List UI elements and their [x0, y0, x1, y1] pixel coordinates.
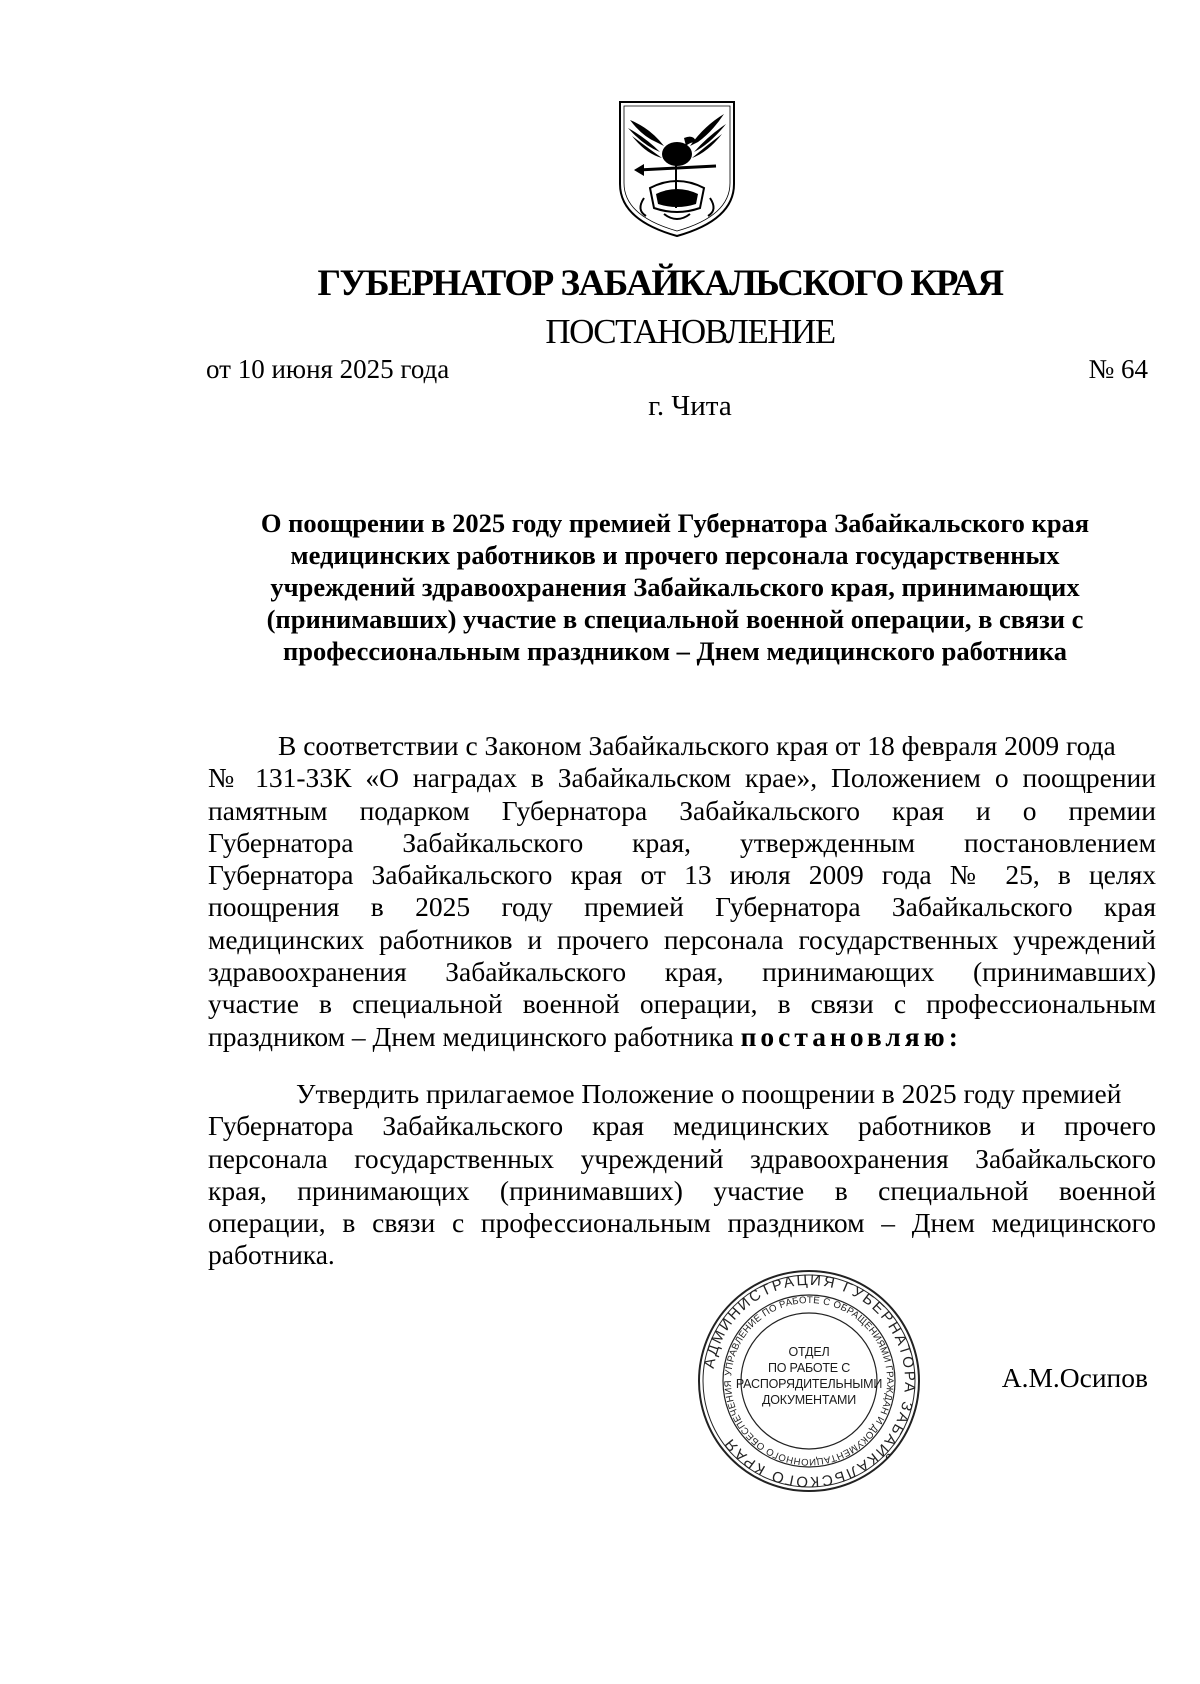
resolution-line: работника. [208, 1239, 335, 1271]
title-line: (принимавших) участие в специальной военной операции, в связи с [266, 604, 1084, 634]
document-title [210, 507, 1140, 667]
seal-center-line: ДОКУМЕНТАМИ [761, 1393, 857, 1407]
preamble-line: В соответствии с Законом Забайкальского края от 18 февраля 2009 года [278, 730, 1116, 761]
official-seal [696, 1268, 922, 1494]
seal-inner-text: УПРАВЛЕНИЕ ПО РАБОТЕ С ОБРАЩЕНИЯМИ ГРАЖДАН И ДОКУМЕНТАЦИОННОГО ОБЕСПЕЧЕНИЯ [722, 1294, 896, 1468]
preamble-line: участие в специальной военной операции, в связи с профессиональным [208, 988, 1156, 1020]
resolution-paragraph [208, 1078, 1156, 1272]
preamble-line: № 131-ЗЗК «О наградах в Забайкальском крае», Положением о поощрении [208, 762, 1156, 794]
resolution-line: Утвердить прилагаемое Положение о поощрении в 2025 году премией [296, 1078, 1122, 1109]
preamble-line: праздником – Днем медицинского работника [208, 1020, 734, 1052]
seal-center-text [732, 1344, 886, 1408]
coat-of-arms-icon [616, 98, 738, 240]
seal-center-line: ПО РАБОТЕ С [767, 1361, 851, 1375]
title-line: профессиональным праздником – Днем медицинского работника [282, 636, 1068, 666]
preamble-paragraph [208, 730, 1156, 1053]
resolution-line: операции, в связи с профессиональным праздником – Днем медицинского [208, 1207, 1156, 1239]
title-line: учреждений здравоохранения Забайкальского края, принимающих [270, 572, 1080, 602]
issuing-authority: ГУБЕРНАТОР ЗАБАЙКАЛЬСКОГО КРАЯ [317, 263, 1003, 304]
document-type: ПОСТАНОВЛЕНИЕ [545, 312, 835, 351]
document-city: г. Чита [648, 390, 732, 422]
preamble-line: здравоохранения Забайкальского края, принимающих (принимавших) [208, 956, 1156, 988]
preamble-line: Губернатора Забайкальского края от 13 июля 2009 года № 25, в целях [208, 859, 1156, 891]
preamble-line: поощрения в 2025 году премией Губернатора Забайкальского края [208, 891, 1156, 923]
title-line: О поощрении в 2025 году премией Губернатора Забайкальского края [260, 508, 1090, 538]
preamble-line: Губернатора Забайкальского края, утвержденным постановлением [208, 826, 1156, 858]
preamble-line: памятным подарком Губернатора Забайкальского края и о премии [208, 794, 1156, 826]
resolve-word: постановляю: [740, 1020, 962, 1052]
preamble-line: медицинских работников и прочего персонала государственных учреждений [208, 923, 1156, 955]
preamble-last-line [208, 1021, 1156, 1053]
resolution-line: края, принимающих (принимавших) участие в специальной военной [208, 1174, 1156, 1206]
seal-center-line: ОТДЕЛ [788, 1345, 830, 1359]
seal-center-line: РАСПОРЯДИТЕЛЬНЫМИ [735, 1377, 883, 1391]
resolution-line: персонала государственных учреждений здравоохранения Забайкальского [208, 1142, 1156, 1174]
title-line: медицинских работников и прочего персонала государственных [290, 540, 1060, 570]
seal-outer-text: АДМИНИСТРАЦИЯ ГУБЕРНАТОРА ЗАБАЙКАЛЬСКОГО КРАЯ [700, 1271, 919, 1491]
document-number: № 64 [1088, 354, 1148, 384]
document-date: от 10 июня 2025 года [206, 354, 450, 384]
signer-name: А.М.Осипов [1001, 1362, 1148, 1393]
resolution-line: Губернатора Забайкальского края медицинских работников и прочего [208, 1110, 1156, 1142]
